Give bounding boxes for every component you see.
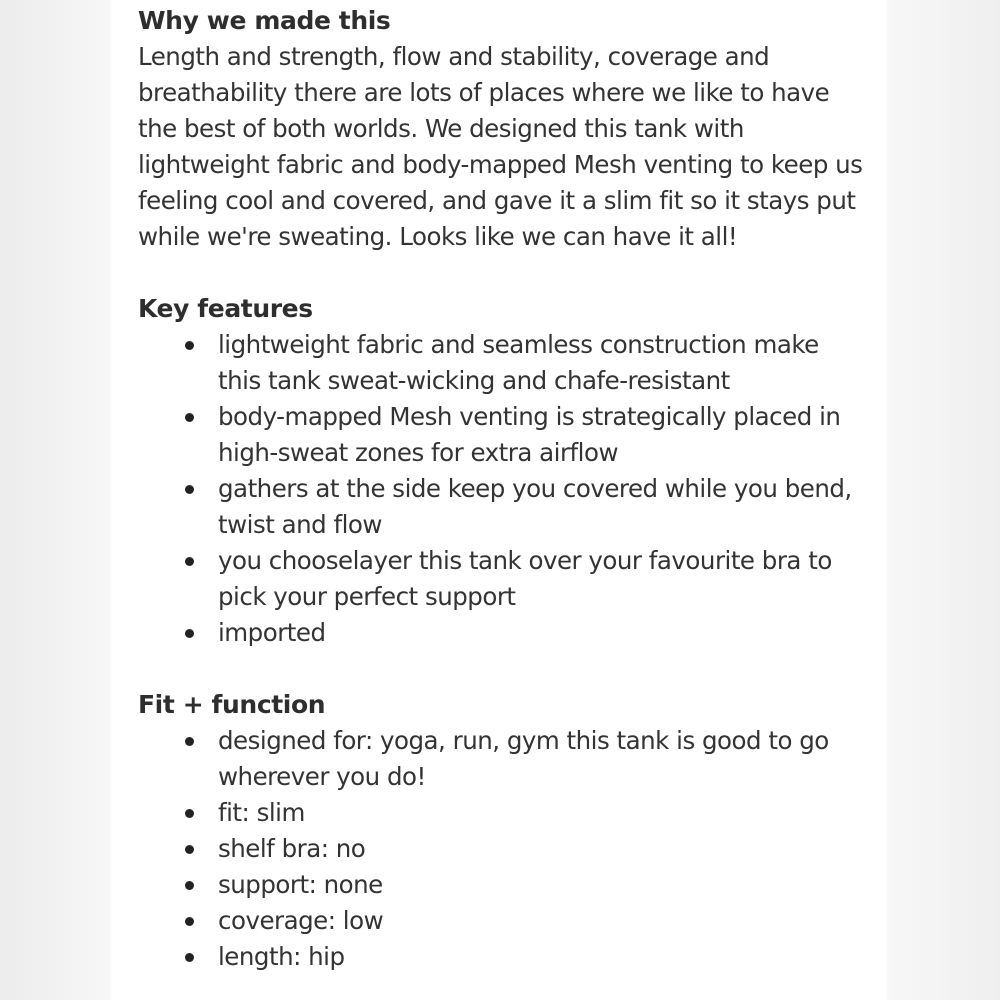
- section-spacer: [138, 255, 868, 291]
- list-item: imported: [218, 615, 868, 651]
- list-item: shelf bra: no: [218, 831, 868, 867]
- list-item: lightweight fabric and seamless construction make this tank sweat-wicking and chafe-resistant: [218, 327, 868, 399]
- key-features-heading: Key features: [138, 294, 313, 323]
- fit-function-heading: Fit + function: [138, 690, 326, 719]
- list-item: fit: slim: [218, 795, 868, 831]
- list-item: designed for: yoga, run, gym this tank is good to go wherever you do!: [218, 723, 868, 795]
- list-item: body-mapped Mesh venting is strategically placed in high-sweat zones for extra airflow: [218, 399, 868, 471]
- key-features-list: [138, 327, 868, 651]
- list-item: gathers at the side keep you covered while you bend, twist and flow: [218, 471, 868, 543]
- section-spacer: [138, 651, 868, 687]
- list-item: you chooselayer this tank over your favourite bra to pick your perfect support: [218, 543, 868, 615]
- fit-function-list: [138, 723, 868, 975]
- description-content: [138, 3, 868, 975]
- why-paragraph: Length and strength, flow and stability, coverage and breathability there are lots of places where we like to have the best of both worlds. We designed this tank with lightweight fabric and body-mapped Mesh venting to keep us feeling cool and covered, and gave it a slim fit so it stays put while we're sweating. Looks like we can have it all!: [138, 42, 863, 251]
- why-heading: Why we made this: [138, 6, 391, 35]
- list-item: support: none: [218, 867, 868, 903]
- list-item: coverage: low: [218, 903, 868, 939]
- list-item: length: hip: [218, 939, 868, 975]
